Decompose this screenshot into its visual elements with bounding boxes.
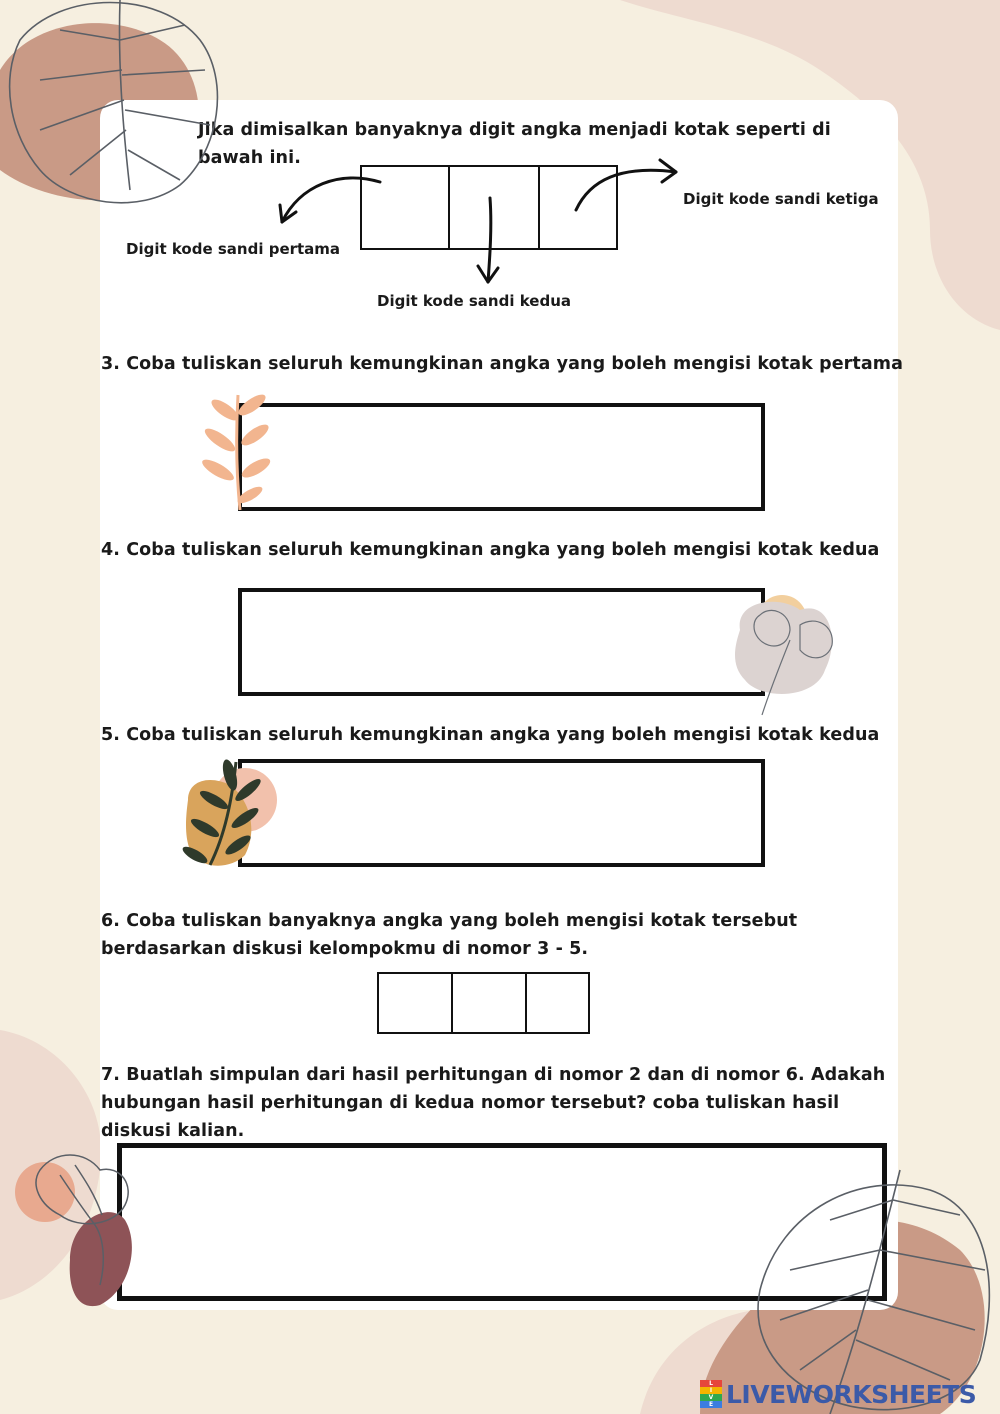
question-6-line-2: berdasarkan diskusi kelompokmu di nomor 3 - 5. [101, 939, 589, 959]
count-box-first[interactable] [377, 972, 453, 1034]
intro-line-2: bawah ini. [198, 148, 301, 168]
liveworksheets-logo [700, 1376, 976, 1412]
answer-box-q3[interactable] [238, 403, 765, 511]
answer-box-q5[interactable] [238, 759, 765, 867]
count-box-third[interactable] [525, 972, 590, 1034]
digit-box-second [448, 165, 540, 250]
label-second-digit: Digit kode sandi kedua [377, 292, 571, 310]
count-box-second[interactable] [451, 972, 527, 1034]
digit-box-third [538, 165, 618, 250]
answer-box-q4[interactable] [238, 588, 765, 696]
answer-box-q7[interactable] [117, 1143, 887, 1301]
question-4: 4. Coba tuliskan seluruh kemungkinan angka yang boleh mengisi kotak kedua [101, 540, 880, 560]
question-7-line-1: 7. Buatlah simpulan dari hasil perhitungan di nomor 2 dan di nomor 6. Adakah [101, 1065, 886, 1085]
intro-line-1: Jika dimisalkan banyaknya digit angka menjadi kotak seperti di [198, 120, 831, 140]
question-3: 3. Coba tuliskan seluruh kemungkinan angka yang boleh mengisi kotak pertama [101, 354, 904, 374]
question-7-line-2: hubungan hasil perhitungan di kedua nomor tersebut? coba tuliskan hasil [101, 1093, 840, 1113]
logo-text: LIVEWORKSHEETS [726, 1379, 977, 1409]
digit-box-first [360, 165, 450, 250]
question-7-line-3: diskusi kalian. [101, 1121, 245, 1141]
label-third-digit: Digit kode sandi ketiga [683, 190, 879, 208]
question-6-line-1: 6. Coba tuliskan banyaknya angka yang boleh mengisi kotak tersebut [101, 911, 798, 931]
liveworksheets-icon: L I V E [700, 1380, 722, 1408]
label-first-digit: Digit kode sandi pertama [126, 240, 341, 258]
question-5: 5. Coba tuliskan seluruh kemungkinan angka yang boleh mengisi kotak kedua [101, 725, 880, 745]
